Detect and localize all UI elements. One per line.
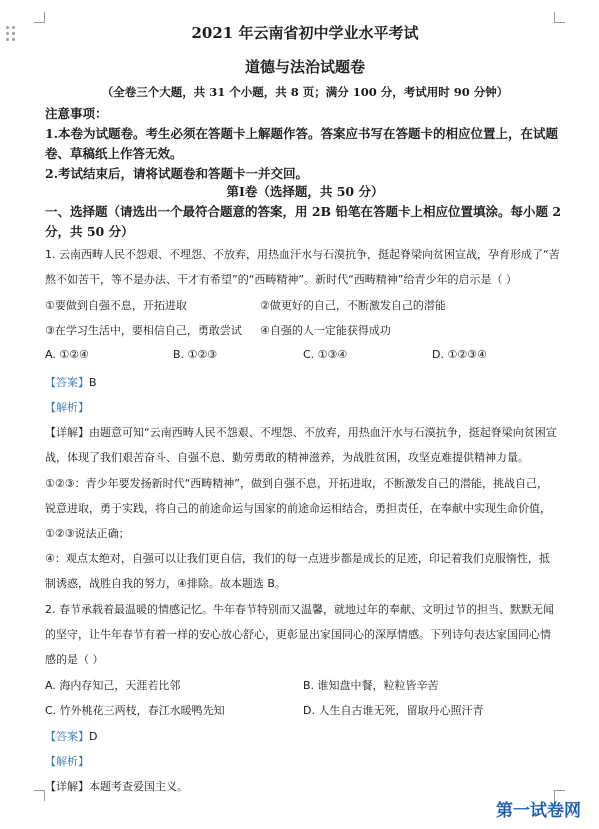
q1-detail-4b: 制诱惑，战胜自我的努力，④排除。故本题选 B。 [45,577,286,590]
q1-statement-3: ③在学习生活中，要相信自己，勇敢尝试 [45,324,242,337]
q2-analysis-tag: 【解析】 [45,755,89,768]
q1-answer-tag: 【答案】 [45,376,89,389]
q2-detail-tag: 【详解】 [45,780,89,793]
crop-mark-top-left [34,12,45,23]
q1-choice-b: B. ①②③ [173,348,218,361]
q1-detail-4a: ④：观点太绝对，自强可以让我们更自信，我们的每一点进步都是成长的足迹，印记着我们克服惰性，抵 [45,552,550,565]
notice-heading: 注意事项： [45,106,108,121]
q1-detail-2a: ①②③：青少年要发扬新时代“西畴精神”，做到自强不息，开拓进取，不断激发自己的潜能，挑战自己， [45,477,548,490]
q1-answer [45,374,97,390]
q2-answer-tag: 【答案】 [45,730,89,743]
notice-line-1a: 1.本卷为试题卷。考生必须在答题卡上解题作答。答案应书写在答题卡的相应位置上，在试题 [45,126,559,141]
q1-analysis-tag: 【解析】 [45,401,89,414]
q1-detail-3: ①②③说法正确； [45,527,130,540]
q1-answer-value: B [89,376,97,389]
section-one-heading-b: 分，共 50 分） [45,224,134,239]
q1-detail-1a: 【详解】由题意可知“云南西畴人民不怨艰、不埋怨、不放弃，用热血汗水与石漠抗争，挺起脊梁向贫困宣 [45,426,557,439]
q1-statement-2: ②做更好的自己，不断激发自己的潜能 [260,299,446,312]
q2-choice-b: B. 谁知盘中餐，粒粒皆辛苦 [303,679,439,692]
exam-info: （全卷三个大题，共 31 个小题，共 8 页；满分 100 分，考试用时 90 分钟） [101,85,509,99]
notice-line-1b: 卷、草稿纸上作答无效。 [45,146,183,161]
q2-stem-c: 感的是（ ） [45,653,104,666]
section-one-heading-a: 一、选择题（请选出一个最符合题意的答案，用 2B 铅笔在答题卡上相应位置填涂。每小题 2 [45,204,562,219]
q2-detail-1: 【详解】本题考查爱国主义。 [45,780,188,793]
q1-detail-tag: 【详解】 [45,426,89,439]
part-one-title: 第Ⅰ卷（选择题，共 50 分） [226,184,384,199]
q1-choice-d: D. ①②③④ [432,348,487,361]
notice-line-2: 2.考试结束后，请将试题卷和答题卡一并交回。 [45,166,309,181]
q2-choice-d: D. 人生自古谁无死，留取丹心照汗青 [303,704,484,717]
q2-choice-a: A. 海内存知己，天涯若比邻 [45,679,181,692]
q1-detail-1b: 战，体现了我们艰苦奋斗、自强不息、勤劳勇敢的精神滋养，为战胜贫困，攻坚克难提供精神力量。 [45,451,529,464]
site-watermark: 第一试卷网 [496,801,581,821]
exam-title: 2021 年云南省初中学业水平考试 [191,24,419,42]
q2-answer [45,728,97,744]
q1-stem-a: 1. 云南西畴人民不怨艰、不埋怨、不放弃，用热血汗水与石漠抗争，挺起脊梁向贫困宣战，孕育形成了“苦 [45,248,560,261]
q2-answer-value: D [89,730,98,743]
q1-choice-c: C. ①③④ [303,348,348,361]
q2-stem-a: 2. 春节承载着最温暖的情感记忆。牛年春节特别而又温馨，就地过年的奉献、文明过节的担当、默默无闻 [45,603,554,616]
q1-statement-1: ①要做到自强不息，开拓进取 [45,299,187,312]
q1-stem-b: 熬不如苦干，等不是办法、干才有希望”的“西畴精神”。新时代“西畴精神”给青少年的启示是（ ） [45,273,517,286]
q1-statement-4: ④自强的人一定能获得成功 [260,324,391,337]
crop-mark-bottom-left [34,790,45,801]
q1-detail-2b: 锐意进取，勇于实践，将自己的前途命运与国家的前途命运相结合，勇担责任，在奉献中实现生命价值， [45,502,551,515]
exam-subtitle: 道德与法治试题卷 [244,58,365,76]
drag-handle-icon[interactable] [6,26,16,42]
q2-stem-b: 的坚守，让牛年春节有着一样的安心放心舒心，更彰显出家国同心的深厚情感。下列诗句表达家国同心情 [45,628,551,641]
q2-choice-c: C. 竹外桃花三两枝，春江水暖鸭先知 [45,704,225,717]
q1-choice-a: A. ①②④ [45,348,89,361]
